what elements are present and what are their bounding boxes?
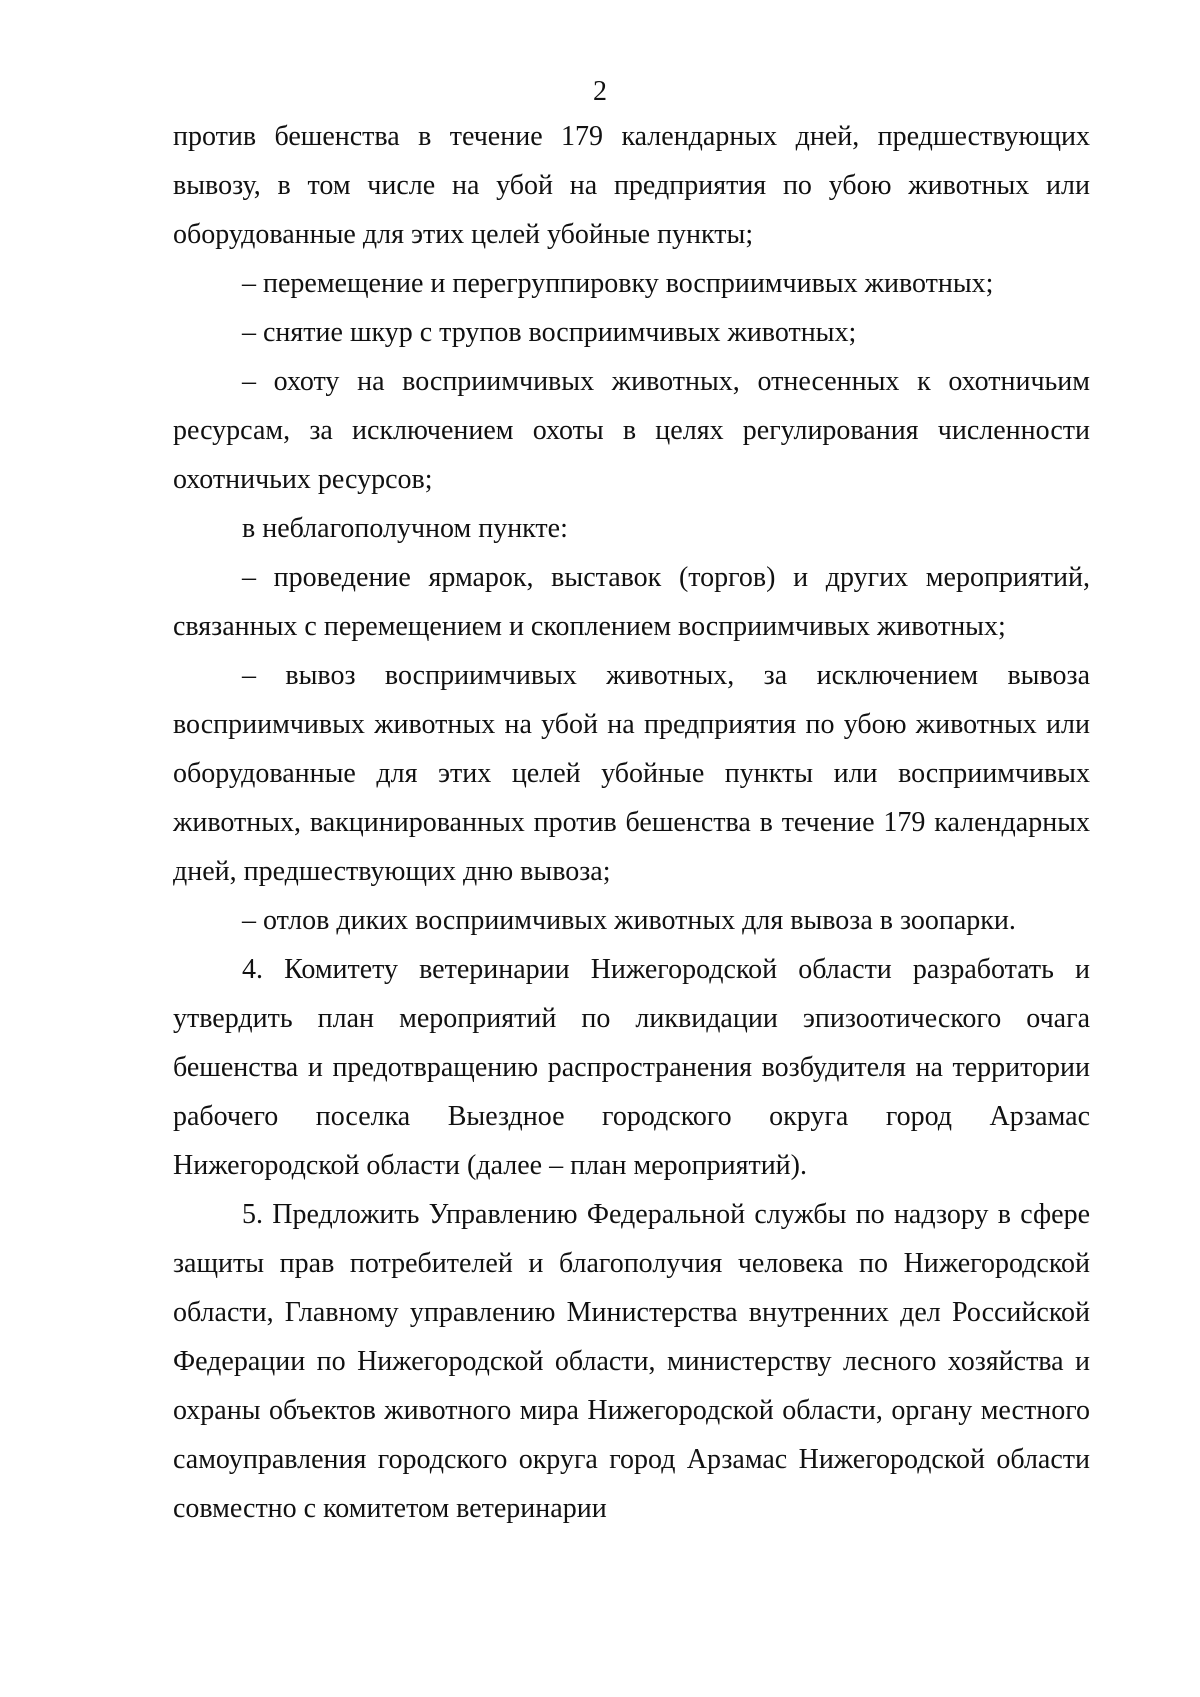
- paragraph-item-fairs: – проведение ярмарок, выставок (торгов) и других мероприятий, связанных с перемещением и скоплением восприимчивых животных;: [173, 562, 1090, 642]
- paragraph-item-hunting: – охоту на восприимчивых животных, отнесенных к охотничьим ресурсам, за исключением охоты в целях регулирования численности охотничьих ресурсов;: [173, 366, 1090, 495]
- paragraph-continuation: против бешенства в течение 179 календарных дней, предшествующих вывозу, в том числе на убой на предприятия по убою животных или оборудованные для этих целей убойные пункты;: [173, 121, 1090, 250]
- page-number: 2: [593, 76, 607, 107]
- paragraph-item-trapping: – отлов диких восприимчивых животных для вывоза в зоопарки.: [242, 905, 1016, 936]
- paragraph-unfavorable-point-heading: в неблагополучном пункте:: [242, 513, 568, 544]
- paragraph-item-skinning: – снятие шкур с трупов восприимчивых животных;: [242, 317, 857, 348]
- paragraph-clause-5: 5. Предложить Управлению Федеральной службы по надзору в сфере защиты прав потребителей и благополучия человека по Нижегородской области, Главному управлению Министерства внутренних дел Российской Федерации по Нижегородской области, министерству лесного хозяйства и охраны объектов животного мира Нижегородской области, органу местного самоуправления городского округа город Арзамас Нижегородской области совместно с комитетом ветеринарии: [173, 1199, 1090, 1524]
- document-body: [173, 112, 1090, 1533]
- paragraph-item-regrouping: – перемещение и перегруппировку восприимчивых животных;: [242, 268, 994, 299]
- paragraph-item-export: – вывоз восприимчивых животных, за исключением вывоза восприимчивых животных на убой на предприятия по убою животных или оборудованные для этих целей убойные пункты или восприимчивых животных, вакцинированных против бешенства в течение 179 календарных дней, предшествующих дню вывоза;: [173, 660, 1090, 887]
- paragraph-clause-4: 4. Комитету ветеринарии Нижегородской области разработать и утвердить план мероприятий по ликвидации эпизоотического очага бешенства и предотвращению распространения возбудителя на территории рабочего поселка Выездное городского округа город Арзамас Нижегородской области (далее – план мероприятий).: [173, 954, 1090, 1181]
